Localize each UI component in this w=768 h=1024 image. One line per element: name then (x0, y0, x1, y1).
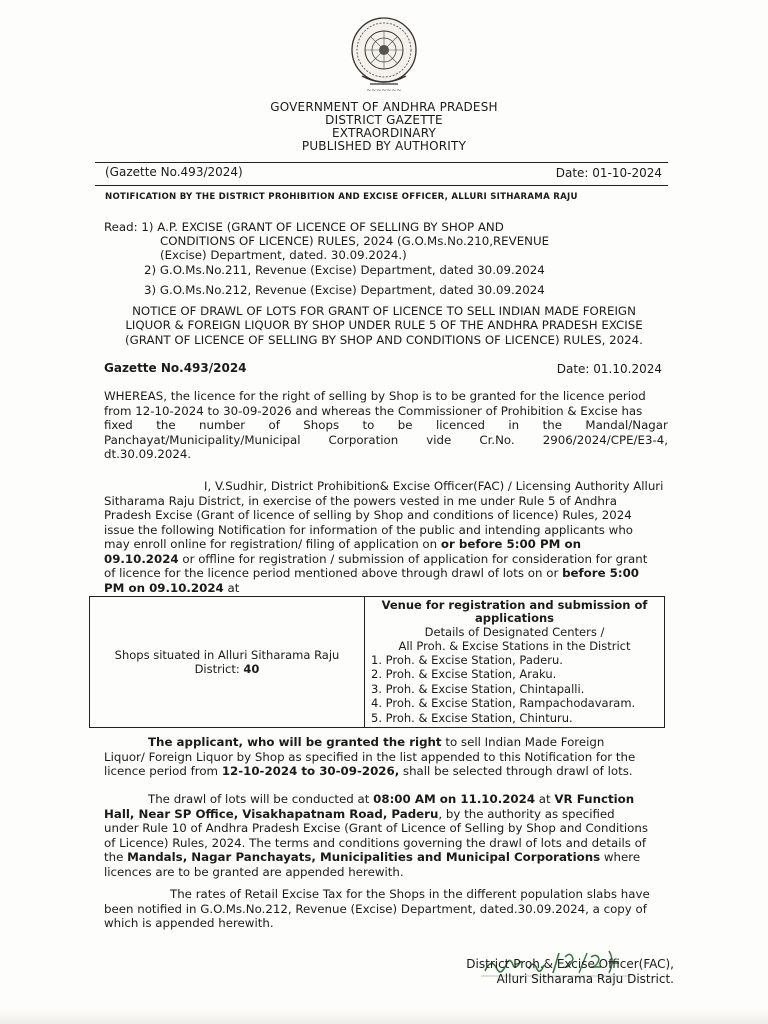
govt-heading: GOVERNMENT OF ANDHRA PRADESH (270, 100, 498, 114)
signatory-designation: District Proh.& Excise Officer(FAC), (466, 957, 674, 971)
whereas-line-4: Panchayat/Municipality/Municipal Corporation vide Cr.No. 2906/2024/CPE/E3-4, (104, 432, 668, 447)
notice-line-2: LIQUOR & FOREIGN LIQUOR BY SHOP UNDER RULE 5 OF THE ANDHRA PRADESH EXCISE (125, 318, 643, 333)
officer-line-1: I, V.Sudhir, District Prohibition& Excise Officer(FAC) / Licensing Authority Alluri (204, 479, 664, 493)
drawl-line-3: under Rule 10 of Andhra Pradesh Excise (Grant of Licence of Selling by Shop and Conditions (104, 821, 648, 835)
venue-sub-2: All Proh. & Excise Stations in the District (398, 639, 631, 653)
shops-count: 40 (243, 662, 260, 677)
notice-line-3: (GRANT OF LICENCE OF SELLING BY SHOP AND CONDITIONS OF LICENCE) RULES, 2024. (125, 332, 643, 347)
applicant-line-3: licence period from 12-10-2024 to 30-09-2026, shall be selected through drawl of lots. (104, 764, 633, 778)
venue-list-item: 2. Proh. & Excise Station, Araku. (371, 667, 557, 682)
officer-line-6: 09.10.2024 or offline for registration / submission of application for consideration for grant (104, 551, 648, 566)
notice-heading (104, 304, 664, 347)
venue-heading-1: Venue for registration and submission of (381, 598, 648, 612)
rates-line-2: been notified in G.O.Ms.No.212, Revenue (Excise) Department, dated.30.09.2024, a copy of (104, 901, 647, 916)
whereas-line-3: fixed the number of Shops to be licenced in the Mandal/Nagar (104, 418, 668, 432)
rates-line-3: which is appended herewith. (104, 916, 274, 930)
venue-table-row (90, 597, 665, 728)
applicant-paragraph (104, 735, 668, 779)
title-divider (95, 185, 668, 186)
shops-cell (90, 597, 365, 728)
officer-line-2: Sitharama Raju District, in exercise of the powers vested in me under Rule 5 of Andhra (104, 493, 617, 508)
drawl-line-2: Hall, Near SP Office, Visakhapatnam Road, Paderu, by the authority as specified (104, 806, 615, 821)
whereas-line-1: WHEREAS, the licence for the right of selling by Shop is to be granted for the licence period (104, 389, 646, 403)
read-line-3: (Excise) Department, dated. 30.09.2024.) (160, 248, 407, 263)
read-line-5: 3) G.O.Ms.No.212, Revenue (Excise) Department, dated 30.09.2024 (144, 282, 545, 297)
read-line-1: Read: 1) A.P. EXCISE (GRANT OF LICENCE OF SELLING BY SHOP AND (104, 220, 504, 234)
extraordinary-heading: EXTRAORDINARY (331, 126, 437, 140)
officer-paragraph (104, 479, 668, 595)
officer-line-8: PM on 09.10.2024 at (104, 580, 240, 595)
officer-line-4: issue the following Notification for information of the public and intending applicants who (104, 522, 634, 537)
gazette-heading: DISTRICT GAZETTE (325, 113, 443, 127)
drawl-line-5: the Mandals, Nagar Panchayats, Municipalities and Municipal Corporations where (104, 850, 641, 864)
applicant-line-1: The applicant, who will be granted the right to sell Indian Made Foreign (148, 735, 605, 749)
officer-line-7: of licence for the licence period mentioned above through drawl of lots on or before 5:00 (104, 566, 640, 580)
gazette-number: Gazette No.493/2024 (104, 361, 247, 375)
gazette-date-top: Date: 01-10-2024 (555, 166, 662, 180)
page-bottom-edge (0, 1008, 768, 1024)
notice-line-1: NOTICE OF DRAWL OF LOTS FOR GRANT OF LICENCE TO SELL INDIAN MADE FOREIGN (132, 304, 636, 318)
gazette-number-top: (Gazette No.493/2024) (105, 165, 243, 179)
state-emblem-icon (348, 16, 420, 94)
drawl-paragraph (104, 792, 668, 879)
whereas-paragraph (104, 389, 668, 462)
drawl-line-1: The drawl of lots will be conducted at 08:00 AM on 11.10.2024 at VR Function (148, 792, 635, 806)
rates-paragraph (104, 887, 668, 931)
drawl-line-4: of Licence) Rules, 2024. The terms and conditions governing the drawl of lots and details of (104, 835, 647, 850)
venue-heading-2: applications (474, 611, 555, 625)
notification-title: NOTIFICATION BY THE DISTRICT PROHIBITION AND EXCISE OFFICER, ALLURI SITHARAMA RAJU (105, 192, 578, 202)
signature-block (434, 957, 674, 987)
officer-line-3: Pradesh Excise (Grant of licence of selling by Shop and conditions of licence) Rules, 2024 (104, 508, 632, 522)
read-line-2: CONDITIONS OF LICENCE) RULES, 2024 (G.O.Ms.No.210,REVENUE (160, 234, 550, 249)
read-line-4: 2) G.O.Ms.No.211, Revenue (Excise) Department, dated 30.09.2024 (144, 262, 545, 277)
header-divider (95, 162, 668, 163)
venue-list-item: 4. Proh. & Excise Station, Rampachodavaram. (371, 696, 636, 711)
venue-list-item: 3. Proh. & Excise Station, Chintapalli. (371, 681, 585, 696)
read-references (104, 220, 584, 297)
venue-list-item: 5. Proh. & Excise Station, Chinturu. (371, 710, 573, 725)
rates-line-1: The rates of Retail Excise Tax for the Shops in the different population slabs have (170, 887, 650, 901)
whereas-line-2: from 12-10-2024 to 30-09-2026 and whereas the Commissioner of Prohibition & Excise has (104, 403, 643, 418)
venue-list-item: 1. Proh. & Excise Station, Paderu. (371, 653, 563, 667)
officer-line-5: may enroll online for registration/ filing of application on or before 5:00 PM on (104, 537, 581, 551)
whereas-line-5: dt.30.09.2024. (104, 447, 192, 461)
venue-cell (365, 597, 665, 728)
gazette-date: Date: 01.10.2024 (556, 362, 662, 376)
published-heading: PUBLISHED BY AUTHORITY (301, 139, 467, 153)
svg-text:~~~~~~~: ~~~~~~~ (366, 87, 402, 94)
venue-table (89, 596, 665, 728)
signatory-district: Alluri Sitharama Raju District. (496, 972, 674, 986)
shops-label: Shops situated in Alluri Sitharama Raju (114, 648, 340, 663)
applicant-line-2: Liquor/ Foreign Liquor by Shop as specified in the list appended to this Notification for the (104, 749, 636, 764)
shops-count-line: District: 40 (194, 662, 260, 677)
drawl-line-6: licences are to be granted are appended herewith. (104, 864, 404, 879)
venue-sub-1: Details of Designated Centers / (424, 625, 605, 639)
